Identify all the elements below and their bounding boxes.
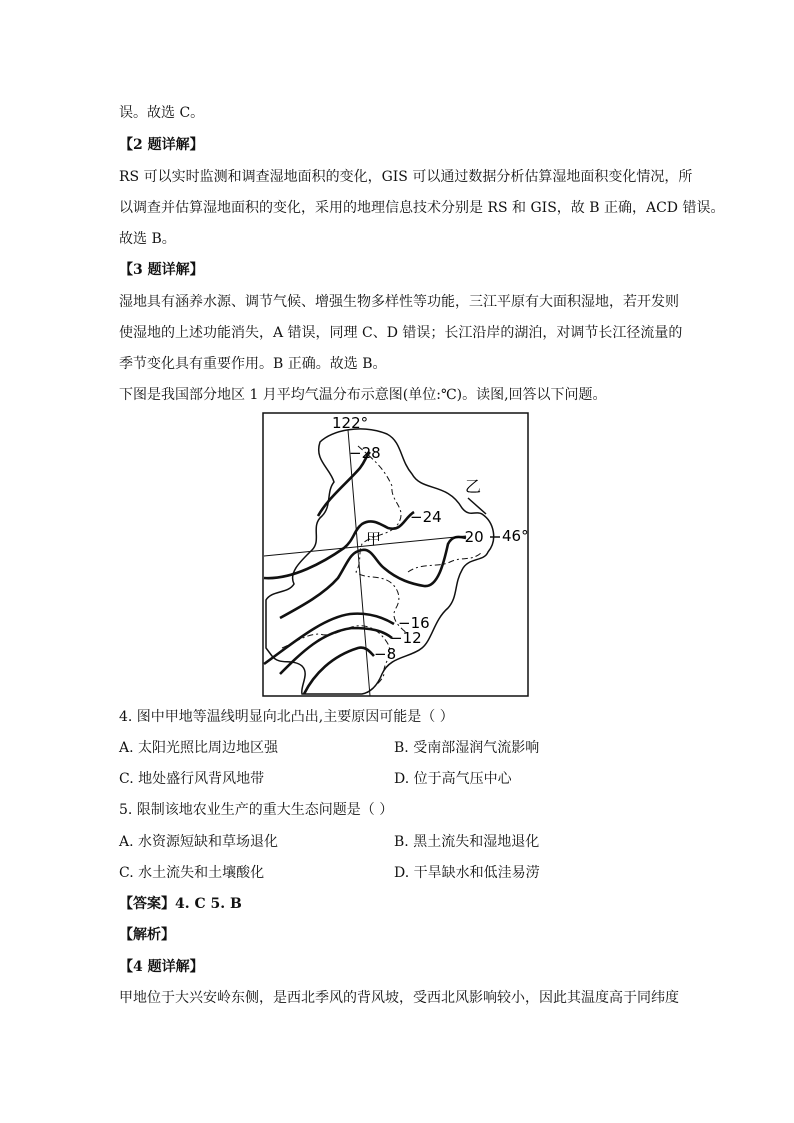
line-1: 误。故选 C。	[119, 105, 205, 121]
q4-detail-heading: 【4 题详解】	[119, 959, 204, 975]
label-jia: 甲	[366, 530, 382, 548]
label-minus24: −24	[410, 508, 442, 526]
q4-stem: 4. 图中甲地等温线明显向北凸出,主要原因可能是（ ）	[119, 709, 454, 725]
label-46: 46°	[502, 527, 529, 545]
line-3: RS 可以实时监测和调查湿地面积的变化，GIS 可以通过数据分析估算湿地面积变化情况，所	[119, 169, 693, 185]
line-7: 湿地具有涵养水源、调节气候、增强生物多样性等功能，三江平原有大面积湿地，若开发则	[119, 294, 679, 310]
heading-q2-detail: 【2 题详解】	[119, 137, 204, 153]
q5-option-d: D. 干旱缺水和低洼易涝	[394, 865, 540, 881]
label-minus12: −12	[390, 629, 422, 647]
q5-option-a: A. 水资源短缺和草场退化	[119, 834, 279, 850]
q5-stem: 5. 限制该地农业生产的重大生态问题是（ ）	[119, 802, 394, 818]
label-122: 122°	[332, 414, 369, 432]
label-minus16: −16	[398, 614, 430, 632]
isotherm-map	[262, 412, 529, 697]
figure-intro: 下图是我国部分地区 1 月平均气温分布示意图(单位:℃)。读图,回答以下问题。	[119, 387, 607, 403]
line-9: 季节变化具有重要作用。B 正确。故选 B。	[119, 356, 387, 372]
q4-option-d: D. 位于高气压中心	[394, 771, 512, 787]
label-minus20: −20	[452, 528, 484, 546]
q4-detail-text: 甲地位于大兴安岭东侧，是西北季风的背风坡，受西北风影响较小，因此其温度高于同纬度	[119, 990, 679, 1006]
answer-line: 【答案】4. C 5. B	[119, 896, 242, 912]
line-8: 使湿地的上述功能消失，A 错误，同理 C、D 错误；长江沿岸的湖泊，对调节长江径流量的	[119, 325, 683, 341]
label-yi: 乙	[465, 477, 482, 496]
q4-option-a: A. 太阳光照比周边地区强	[119, 740, 279, 756]
q5-option-b: B. 黑土流失和湿地退化	[394, 834, 540, 850]
label-minus8: −8	[374, 645, 397, 663]
analysis-heading: 【解析】	[119, 927, 175, 943]
label-minus28: −28	[349, 444, 381, 462]
line-4: 以调查并估算湿地面积的变化，采用的地理信息技术分别是 RS 和 GIS，故 B 正确，ACD 错误。	[119, 200, 725, 216]
q4-option-c: C. 地处盛行风背风地带	[119, 771, 265, 787]
q5-option-c: C. 水土流失和土壤酸化	[119, 865, 265, 881]
q4-option-b: B. 受南部湿润气流影响	[394, 740, 540, 756]
line-5: 故选 B。	[119, 231, 176, 247]
heading-q3-detail: 【3 题详解】	[119, 262, 204, 278]
